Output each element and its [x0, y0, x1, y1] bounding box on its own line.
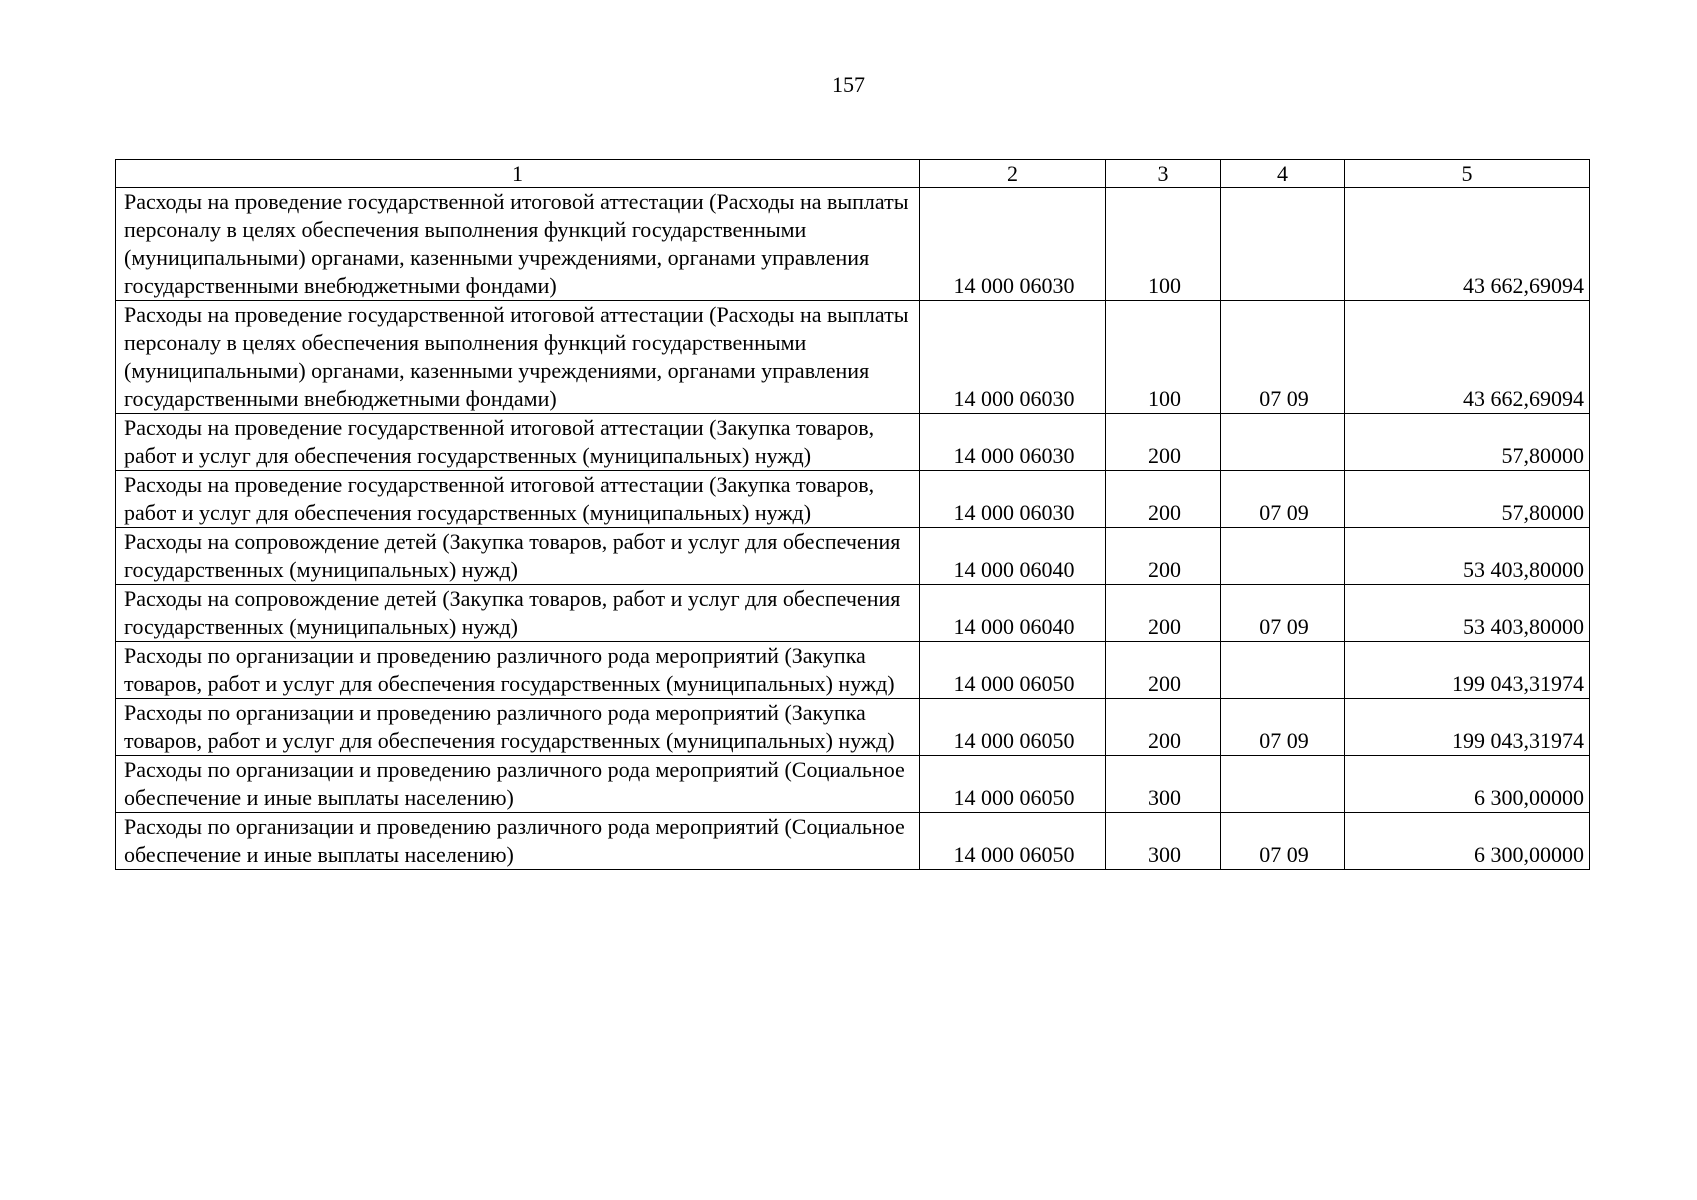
row-expense-type: 200 — [1106, 471, 1221, 528]
row-amount: 57,80000 — [1345, 414, 1590, 471]
row-section — [1221, 528, 1345, 585]
row-target-code: 14 000 06030 — [920, 301, 1106, 414]
row-target-code: 14 000 06050 — [920, 642, 1106, 699]
row-section: 07 09 — [1221, 699, 1345, 756]
row-expense-type: 200 — [1106, 528, 1221, 585]
row-amount: 6 300,00000 — [1345, 756, 1590, 813]
row-target-code: 14 000 06050 — [920, 813, 1106, 870]
row-description: Расходы на проведение государственной итоговой аттестации (Расходы на выплаты персоналу в целях обеспечения выполнения функций государственными (муниципальными) органами, казенными учреждениями, органами управления государственными внебюджетными фондами) — [116, 301, 920, 414]
row-description: Расходы на сопровождение детей (Закупка товаров, работ и услуг для обеспечения государственных (муниципальных) нужд) — [116, 585, 920, 642]
column-header-2: 2 — [920, 160, 1106, 188]
table-row — [116, 813, 1590, 870]
row-description: Расходы по организации и проведению различного рода мероприятий (Закупка товаров, работ и услуг для обеспечения государственных (муниципальных) нужд) — [116, 642, 920, 699]
table-row — [116, 471, 1590, 528]
row-expense-type: 100 — [1106, 188, 1221, 301]
table-row — [116, 699, 1590, 756]
row-target-code: 14 000 06030 — [920, 414, 1106, 471]
row-description: Расходы на проведение государственной итоговой аттестации (Расходы на выплаты персоналу в целях обеспечения выполнения функций государственными (муниципальными) органами, казенными учреждениями, органами управления государственными внебюджетными фондами) — [116, 188, 920, 301]
row-description: Расходы на сопровождение детей (Закупка товаров, работ и услуг для обеспечения государственных (муниципальных) нужд) — [116, 528, 920, 585]
table-row — [116, 528, 1590, 585]
row-amount: 43 662,69094 — [1345, 301, 1590, 414]
row-target-code: 14 000 06030 — [920, 188, 1106, 301]
row-section: 07 09 — [1221, 471, 1345, 528]
table-row — [116, 756, 1590, 813]
row-amount: 6 300,00000 — [1345, 813, 1590, 870]
row-description: Расходы по организации и проведению различного рода мероприятий (Социальное обеспечение и иные выплаты населению) — [116, 813, 920, 870]
row-amount: 53 403,80000 — [1345, 585, 1590, 642]
row-expense-type: 200 — [1106, 699, 1221, 756]
row-amount: 199 043,31974 — [1345, 642, 1590, 699]
row-section — [1221, 756, 1345, 813]
row-section: 07 09 — [1221, 813, 1345, 870]
column-header-5: 5 — [1345, 160, 1590, 188]
column-header-4: 4 — [1221, 160, 1345, 188]
table-row — [116, 301, 1590, 414]
page-number: 157 — [832, 72, 865, 97]
table-row — [116, 585, 1590, 642]
row-target-code: 14 000 06040 — [920, 528, 1106, 585]
row-amount: 57,80000 — [1345, 471, 1590, 528]
row-target-code: 14 000 06050 — [920, 756, 1106, 813]
row-section: 07 09 — [1221, 585, 1345, 642]
row-amount: 43 662,69094 — [1345, 188, 1590, 301]
table-header-row — [116, 160, 1590, 188]
row-expense-type: 200 — [1106, 414, 1221, 471]
budget-table — [115, 159, 1590, 870]
table-row — [116, 414, 1590, 471]
column-header-1: 1 — [116, 160, 920, 188]
row-expense-type: 200 — [1106, 585, 1221, 642]
row-description: Расходы на проведение государственной итоговой аттестации (Закупка товаров, работ и услуг для обеспечения государственных (муниципальных) нужд) — [116, 471, 920, 528]
row-description: Расходы по организации и проведению различного рода мероприятий (Социальное обеспечение и иные выплаты населению) — [116, 756, 920, 813]
row-section — [1221, 414, 1345, 471]
row-description: Расходы по организации и проведению различного рода мероприятий (Закупка товаров, работ и услуг для обеспечения государственных (муниципальных) нужд) — [116, 699, 920, 756]
row-section: 07 09 — [1221, 301, 1345, 414]
table-row — [116, 188, 1590, 301]
row-target-code: 14 000 06030 — [920, 471, 1106, 528]
row-description: Расходы на проведение государственной итоговой аттестации (Закупка товаров, работ и услуг для обеспечения государственных (муниципальных) нужд) — [116, 414, 920, 471]
row-amount: 199 043,31974 — [1345, 699, 1590, 756]
row-expense-type: 100 — [1106, 301, 1221, 414]
row-amount: 53 403,80000 — [1345, 528, 1590, 585]
row-expense-type: 200 — [1106, 642, 1221, 699]
column-header-3: 3 — [1106, 160, 1221, 188]
row-target-code: 14 000 06050 — [920, 699, 1106, 756]
row-section — [1221, 188, 1345, 301]
table-row — [116, 642, 1590, 699]
row-expense-type: 300 — [1106, 813, 1221, 870]
row-target-code: 14 000 06040 — [920, 585, 1106, 642]
row-section — [1221, 642, 1345, 699]
row-expense-type: 300 — [1106, 756, 1221, 813]
